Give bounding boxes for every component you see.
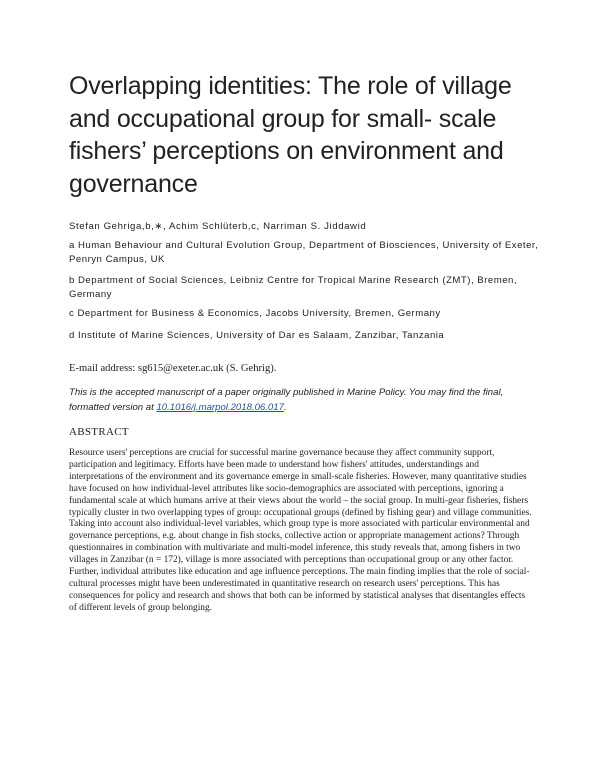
affiliation-d: d Institute of Marine Sciences, University of Dar es Salaam, Zanzibar, Tanzania bbox=[69, 330, 445, 341]
manuscript-note-text: This is the accepted manuscript of a paper originally published in Marine Policy. You may find the final, formatted version at bbox=[69, 387, 504, 413]
affiliation-c: c Department for Business & Economics, Jacobs University, Bremen, Germany bbox=[69, 308, 441, 319]
author-list: Stefan Gehriga,b,∗, Achim Schlüterb,c, Narriman S. Jiddawid bbox=[69, 221, 367, 232]
abstract-body: Resource users' perceptions are crucial for successful marine governance because they affect community support, participation and legitimacy. Efforts have been made to understand how fishers' attitudes, understandings and interpretations of the environment and its governance emerge in small-scale fisheries. However, many quantitative studies have focused on how individual-level attributes like socio-demographics are associated with perceptions, ignoring a fundamental scale at which humans arrive at their views about the world – the social group. In multi-gear fisheries, fishers typically cluster in two overlapping types of group: occupational groups (defined by fishing gear) and village communities. Taking into account also individual-level variables, which group type is more associated with particular environmental and governance perceptions, e.g. about change in fish stocks, collective action or appropriate management actions? Through questionnaires in combination with multivariate and multi-model inference, this study reveals that, among fishers in two villages in Zanzibar (n = 172), village is more associated with perceptions than occupational group or any other factor. Further, individual attributes like education and age influence perceptions. The main finding implies that the role of social- cultural processes might have been underestimated in quantitative research on research users' perceptions. This has consequences for policy and research and shows that both can be informed by statistical analyses that disentangles effects of different levels of group belonging. bbox=[69, 448, 532, 613]
doi-link[interactable]: 10.1016/j.marpol.2018.06.017 bbox=[156, 401, 284, 413]
affiliation-a: a Human Behaviour and Cultural Evolution Group, Department of Biosciences, University of Exeter, Penryn Campus, UK bbox=[69, 240, 539, 265]
corresponding-email: E-mail address: sg615@exeter.ac.uk (S. Gehrig). bbox=[69, 363, 277, 374]
abstract-heading: ABSTRACT bbox=[69, 426, 129, 438]
paper-title: Overlapping identities: The role of village and occupational group for small- scale fishers’ perceptions on environment and governance bbox=[69, 72, 512, 198]
manuscript-note bbox=[69, 386, 539, 415]
manuscript-note-end: . bbox=[283, 401, 287, 413]
affiliation-b: b Department of Social Sciences, Leibniz Centre for Tropical Marine Research (ZMT), Bremen, Germany bbox=[69, 275, 518, 300]
